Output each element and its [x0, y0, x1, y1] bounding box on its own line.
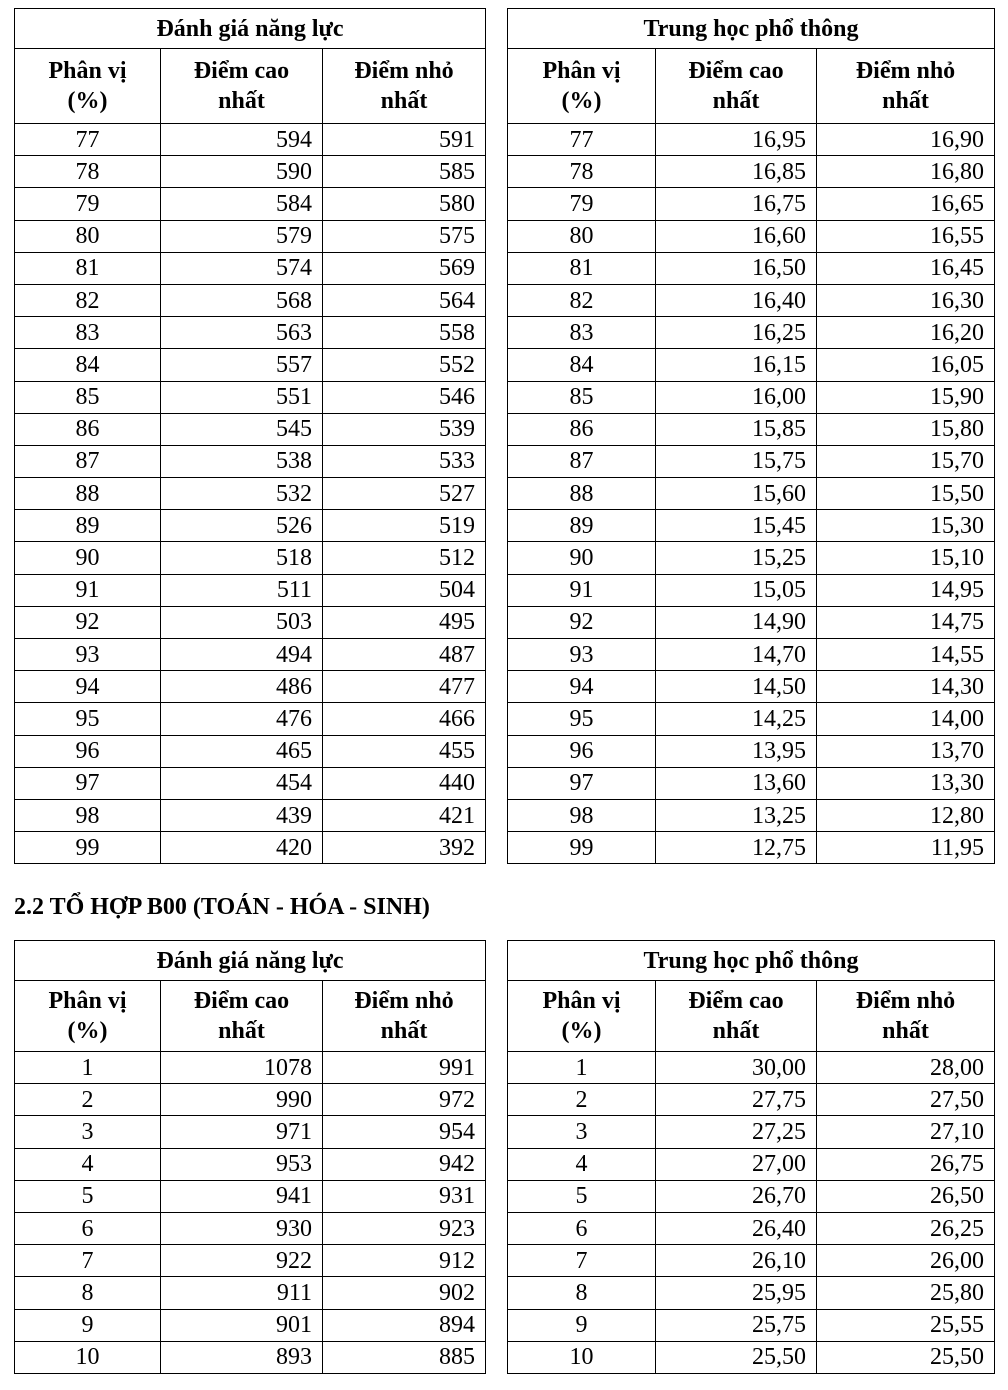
max-score-cell: 574 — [161, 252, 323, 284]
table-row — [508, 188, 995, 220]
percentile-cell: 7 — [508, 1245, 656, 1277]
min-score-cell: 487 — [323, 639, 486, 671]
table-row — [15, 639, 486, 671]
table-row — [508, 1277, 995, 1309]
min-score-cell: 580 — [323, 188, 486, 220]
min-score-cell: 25,50 — [817, 1341, 995, 1373]
col-header-percentile: Phân vị (%) — [15, 981, 161, 1052]
percentile-cell: 92 — [15, 606, 161, 638]
max-score-cell: 26,70 — [656, 1180, 817, 1212]
table-row — [508, 284, 995, 316]
max-score-cell: 971 — [161, 1116, 323, 1148]
table-row — [508, 767, 995, 799]
percentile-cell: 91 — [15, 574, 161, 606]
min-score-cell: 26,75 — [817, 1148, 995, 1180]
max-score-cell: 420 — [161, 832, 323, 864]
col-header-percentile: Phân vị (%) — [508, 981, 656, 1052]
min-score-cell: 894 — [323, 1309, 486, 1341]
percentile-cell: 97 — [508, 767, 656, 799]
max-score-cell: 16,50 — [656, 252, 817, 284]
min-score-cell: 15,90 — [817, 381, 995, 413]
percentile-cell: 89 — [15, 510, 161, 542]
percentile-cell: 96 — [15, 735, 161, 767]
max-score-cell: 26,40 — [656, 1212, 817, 1244]
col-header-min-score: Điểm nhỏ nhất — [323, 981, 486, 1052]
min-score-cell: 552 — [323, 349, 486, 381]
table-thpt-top — [507, 8, 995, 864]
percentile-cell: 9 — [508, 1309, 656, 1341]
min-score-cell: 942 — [323, 1148, 486, 1180]
max-score-cell: 563 — [161, 317, 323, 349]
min-score-cell: 440 — [323, 767, 486, 799]
table-row — [15, 413, 486, 445]
min-score-cell: 12,80 — [817, 799, 995, 831]
table-row — [508, 1245, 995, 1277]
table-row — [15, 124, 486, 156]
percentile-cell: 80 — [15, 220, 161, 252]
max-score-cell: 25,75 — [656, 1309, 817, 1341]
min-score-cell: 591 — [323, 124, 486, 156]
percentile-cell: 77 — [15, 124, 161, 156]
percentile-cell: 98 — [508, 799, 656, 831]
max-score-cell: 557 — [161, 349, 323, 381]
max-score-cell: 990 — [161, 1084, 323, 1116]
col-header-max-score: Điểm cao nhất — [161, 981, 323, 1052]
table-row — [15, 220, 486, 252]
table-row — [15, 671, 486, 703]
max-score-cell: 16,75 — [656, 188, 817, 220]
group-header-thpt: Trung học phổ thông — [508, 9, 995, 49]
max-score-cell: 26,10 — [656, 1245, 817, 1277]
percentile-cell: 87 — [508, 445, 656, 477]
percentile-cell: 85 — [15, 381, 161, 413]
percentile-cell: 96 — [508, 735, 656, 767]
percentile-cell: 81 — [15, 252, 161, 284]
min-score-cell: 14,55 — [817, 639, 995, 671]
group-header-thpt: Trung học phổ thông — [508, 941, 995, 981]
min-score-cell: 972 — [323, 1084, 486, 1116]
min-score-cell: 533 — [323, 445, 486, 477]
table-row — [15, 381, 486, 413]
percentile-cell: 99 — [15, 832, 161, 864]
col-header-min-score: Điểm nhỏ nhất — [817, 49, 995, 124]
table-row — [508, 1084, 995, 1116]
section-heading: 2.2 TỔ HỢP B00 (TOÁN - HÓA - SINH) — [14, 894, 430, 920]
max-score-cell: 551 — [161, 381, 323, 413]
max-score-cell: 13,60 — [656, 767, 817, 799]
table-row — [508, 1148, 995, 1180]
percentile-cell: 82 — [15, 284, 161, 316]
table-row — [508, 1052, 995, 1084]
table-row — [508, 703, 995, 735]
max-score-cell: 930 — [161, 1212, 323, 1244]
table-row — [508, 349, 995, 381]
min-score-cell: 16,90 — [817, 124, 995, 156]
table-row — [508, 735, 995, 767]
max-score-cell: 953 — [161, 1148, 323, 1180]
max-score-cell: 922 — [161, 1245, 323, 1277]
table-row — [15, 1116, 486, 1148]
max-score-cell: 545 — [161, 413, 323, 445]
percentile-cell: 4 — [15, 1148, 161, 1180]
col-header-min-score: Điểm nhỏ nhất — [817, 981, 995, 1052]
min-score-cell: 564 — [323, 284, 486, 316]
max-score-cell: 526 — [161, 510, 323, 542]
percentile-cell: 93 — [508, 639, 656, 671]
table-row — [508, 799, 995, 831]
table-row — [15, 156, 486, 188]
table-row — [15, 703, 486, 735]
max-score-cell: 579 — [161, 220, 323, 252]
max-score-cell: 518 — [161, 542, 323, 574]
percentile-cell: 8 — [508, 1277, 656, 1309]
min-score-cell: 885 — [323, 1341, 486, 1373]
min-score-cell: 15,70 — [817, 445, 995, 477]
max-score-cell: 568 — [161, 284, 323, 316]
percentile-cell: 83 — [508, 317, 656, 349]
max-score-cell: 14,90 — [656, 606, 817, 638]
percentile-cell: 85 — [508, 381, 656, 413]
min-score-cell: 527 — [323, 478, 486, 510]
percentile-cell: 6 — [508, 1212, 656, 1244]
percentile-cell: 98 — [15, 799, 161, 831]
max-score-cell: 494 — [161, 639, 323, 671]
table-row — [15, 1341, 486, 1373]
percentile-cell: 90 — [508, 542, 656, 574]
table-row — [508, 1116, 995, 1148]
max-score-cell: 538 — [161, 445, 323, 477]
min-score-cell: 15,10 — [817, 542, 995, 574]
max-score-cell: 15,25 — [656, 542, 817, 574]
table-row — [15, 478, 486, 510]
max-score-cell: 15,60 — [656, 478, 817, 510]
max-score-cell: 16,25 — [656, 317, 817, 349]
max-score-cell: 594 — [161, 124, 323, 156]
table-row — [15, 188, 486, 220]
min-score-cell: 569 — [323, 252, 486, 284]
max-score-cell: 893 — [161, 1341, 323, 1373]
max-score-cell: 27,25 — [656, 1116, 817, 1148]
min-score-cell: 13,30 — [817, 767, 995, 799]
max-score-cell: 465 — [161, 735, 323, 767]
min-score-cell: 16,55 — [817, 220, 995, 252]
min-score-cell: 991 — [323, 1052, 486, 1084]
min-score-cell: 539 — [323, 413, 486, 445]
percentile-cell: 78 — [15, 156, 161, 188]
table-row — [508, 413, 995, 445]
table-thpt-bottom — [507, 940, 995, 1374]
percentile-cell: 93 — [15, 639, 161, 671]
table-row — [15, 1212, 486, 1244]
max-score-cell: 532 — [161, 478, 323, 510]
percentile-cell: 80 — [508, 220, 656, 252]
table-row — [15, 349, 486, 381]
table-row — [508, 252, 995, 284]
table-row — [15, 284, 486, 316]
percentile-cell: 83 — [15, 317, 161, 349]
min-score-cell: 504 — [323, 574, 486, 606]
min-score-cell: 25,80 — [817, 1277, 995, 1309]
percentile-cell: 94 — [15, 671, 161, 703]
table-row — [15, 767, 486, 799]
min-score-cell: 912 — [323, 1245, 486, 1277]
min-score-cell: 902 — [323, 1277, 486, 1309]
percentile-cell: 79 — [508, 188, 656, 220]
table-row — [15, 574, 486, 606]
max-score-cell: 15,75 — [656, 445, 817, 477]
max-score-cell: 486 — [161, 671, 323, 703]
max-score-cell: 25,50 — [656, 1341, 817, 1373]
max-score-cell: 941 — [161, 1180, 323, 1212]
percentile-cell: 5 — [15, 1180, 161, 1212]
min-score-cell: 15,30 — [817, 510, 995, 542]
table-row — [15, 1245, 486, 1277]
table-row — [508, 317, 995, 349]
max-score-cell: 476 — [161, 703, 323, 735]
min-score-cell: 14,00 — [817, 703, 995, 735]
percentile-cell: 97 — [15, 767, 161, 799]
min-score-cell: 14,75 — [817, 606, 995, 638]
table-row — [15, 1180, 486, 1212]
table-row — [15, 252, 486, 284]
min-score-cell: 923 — [323, 1212, 486, 1244]
percentile-cell: 94 — [508, 671, 656, 703]
max-score-cell: 15,85 — [656, 413, 817, 445]
col-header-max-score: Điểm cao nhất — [656, 981, 817, 1052]
min-score-cell: 392 — [323, 832, 486, 864]
max-score-cell: 1078 — [161, 1052, 323, 1084]
min-score-cell: 575 — [323, 220, 486, 252]
percentile-cell: 84 — [15, 349, 161, 381]
min-score-cell: 519 — [323, 510, 486, 542]
min-score-cell: 512 — [323, 542, 486, 574]
table-row — [15, 832, 486, 864]
max-score-cell: 16,40 — [656, 284, 817, 316]
table-row — [15, 1052, 486, 1084]
min-score-cell: 455 — [323, 735, 486, 767]
min-score-cell: 585 — [323, 156, 486, 188]
min-score-cell: 558 — [323, 317, 486, 349]
percentile-cell: 92 — [508, 606, 656, 638]
table-row — [508, 606, 995, 638]
max-score-cell: 14,70 — [656, 639, 817, 671]
percentile-cell: 6 — [15, 1212, 161, 1244]
max-score-cell: 911 — [161, 1277, 323, 1309]
max-score-cell: 12,75 — [656, 832, 817, 864]
percentile-cell: 91 — [508, 574, 656, 606]
percentile-cell: 2 — [15, 1084, 161, 1116]
table-dgnl-top — [14, 8, 486, 864]
percentile-cell: 90 — [15, 542, 161, 574]
min-score-cell: 27,50 — [817, 1084, 995, 1116]
table-row — [15, 799, 486, 831]
percentile-cell: 88 — [508, 478, 656, 510]
percentile-cell: 77 — [508, 124, 656, 156]
min-score-cell: 15,50 — [817, 478, 995, 510]
min-score-cell: 26,00 — [817, 1245, 995, 1277]
min-score-cell: 16,80 — [817, 156, 995, 188]
percentile-cell: 1 — [15, 1052, 161, 1084]
min-score-cell: 26,25 — [817, 1212, 995, 1244]
percentile-cell: 9 — [15, 1309, 161, 1341]
table-row — [508, 639, 995, 671]
table-row — [508, 1212, 995, 1244]
table-row — [15, 1148, 486, 1180]
max-score-cell: 16,60 — [656, 220, 817, 252]
table-row — [508, 220, 995, 252]
percentile-cell: 84 — [508, 349, 656, 381]
col-header-percentile: Phân vị (%) — [508, 49, 656, 124]
min-score-cell: 28,00 — [817, 1052, 995, 1084]
max-score-cell: 15,05 — [656, 574, 817, 606]
table-row — [15, 542, 486, 574]
min-score-cell: 16,30 — [817, 284, 995, 316]
max-score-cell: 590 — [161, 156, 323, 188]
table-row — [508, 156, 995, 188]
max-score-cell: 27,75 — [656, 1084, 817, 1116]
max-score-cell: 503 — [161, 606, 323, 638]
min-score-cell: 14,30 — [817, 671, 995, 703]
max-score-cell: 25,95 — [656, 1277, 817, 1309]
max-score-cell: 13,95 — [656, 735, 817, 767]
min-score-cell: 16,20 — [817, 317, 995, 349]
percentile-cell: 4 — [508, 1148, 656, 1180]
percentile-cell: 3 — [15, 1116, 161, 1148]
group-header-dgnl: Đánh giá năng lực — [15, 9, 486, 49]
percentile-cell: 89 — [508, 510, 656, 542]
max-score-cell: 439 — [161, 799, 323, 831]
table-row — [508, 671, 995, 703]
min-score-cell: 15,80 — [817, 413, 995, 445]
table-row — [508, 124, 995, 156]
table-row — [15, 1084, 486, 1116]
min-score-cell: 13,70 — [817, 735, 995, 767]
min-score-cell: 931 — [323, 1180, 486, 1212]
table-row — [15, 445, 486, 477]
table-row — [15, 317, 486, 349]
col-header-max-score: Điểm cao nhất — [161, 49, 323, 124]
group-header-dgnl: Đánh giá năng lực — [15, 941, 486, 981]
max-score-cell: 16,85 — [656, 156, 817, 188]
percentile-cell: 95 — [15, 703, 161, 735]
table-row — [15, 606, 486, 638]
table-row — [508, 832, 995, 864]
table-row — [508, 1180, 995, 1212]
percentile-cell: 1 — [508, 1052, 656, 1084]
min-score-cell: 954 — [323, 1116, 486, 1148]
max-score-cell: 14,50 — [656, 671, 817, 703]
max-score-cell: 14,25 — [656, 703, 817, 735]
percentile-cell: 10 — [508, 1341, 656, 1373]
col-header-max-score: Điểm cao nhất — [656, 49, 817, 124]
max-score-cell: 15,45 — [656, 510, 817, 542]
min-score-cell: 14,95 — [817, 574, 995, 606]
percentile-cell: 87 — [15, 445, 161, 477]
max-score-cell: 13,25 — [656, 799, 817, 831]
col-header-min-score: Điểm nhỏ nhất — [323, 49, 486, 124]
percentile-cell: 88 — [15, 478, 161, 510]
percentile-cell: 5 — [508, 1180, 656, 1212]
table-row — [15, 510, 486, 542]
max-score-cell: 27,00 — [656, 1148, 817, 1180]
max-score-cell: 16,00 — [656, 381, 817, 413]
table-row — [508, 574, 995, 606]
min-score-cell: 11,95 — [817, 832, 995, 864]
max-score-cell: 901 — [161, 1309, 323, 1341]
max-score-cell: 454 — [161, 767, 323, 799]
percentile-cell: 86 — [508, 413, 656, 445]
min-score-cell: 477 — [323, 671, 486, 703]
table-row — [508, 445, 995, 477]
percentile-cell: 8 — [15, 1277, 161, 1309]
percentile-cell: 10 — [15, 1341, 161, 1373]
col-header-percentile: Phân vị (%) — [15, 49, 161, 124]
percentile-cell: 86 — [15, 413, 161, 445]
percentile-cell: 79 — [15, 188, 161, 220]
table-row — [15, 735, 486, 767]
table-row — [508, 1341, 995, 1373]
min-score-cell: 16,65 — [817, 188, 995, 220]
table-row — [15, 1277, 486, 1309]
percentile-cell: 3 — [508, 1116, 656, 1148]
percentile-cell: 7 — [15, 1245, 161, 1277]
min-score-cell: 26,50 — [817, 1180, 995, 1212]
max-score-cell: 30,00 — [656, 1052, 817, 1084]
percentile-cell: 82 — [508, 284, 656, 316]
max-score-cell: 16,95 — [656, 124, 817, 156]
table-row — [508, 478, 995, 510]
percentile-cell: 81 — [508, 252, 656, 284]
table-dgnl-bottom — [14, 940, 486, 1374]
min-score-cell: 16,05 — [817, 349, 995, 381]
percentile-cell: 95 — [508, 703, 656, 735]
min-score-cell: 16,45 — [817, 252, 995, 284]
min-score-cell: 421 — [323, 799, 486, 831]
min-score-cell: 25,55 — [817, 1309, 995, 1341]
table-row — [508, 1309, 995, 1341]
percentile-cell: 99 — [508, 832, 656, 864]
max-score-cell: 584 — [161, 188, 323, 220]
max-score-cell: 16,15 — [656, 349, 817, 381]
table-row — [508, 542, 995, 574]
table-row — [508, 381, 995, 413]
max-score-cell: 511 — [161, 574, 323, 606]
min-score-cell: 495 — [323, 606, 486, 638]
percentile-cell: 78 — [508, 156, 656, 188]
min-score-cell: 27,10 — [817, 1116, 995, 1148]
percentile-cell: 2 — [508, 1084, 656, 1116]
min-score-cell: 546 — [323, 381, 486, 413]
table-row — [508, 510, 995, 542]
table-row — [15, 1309, 486, 1341]
min-score-cell: 466 — [323, 703, 486, 735]
